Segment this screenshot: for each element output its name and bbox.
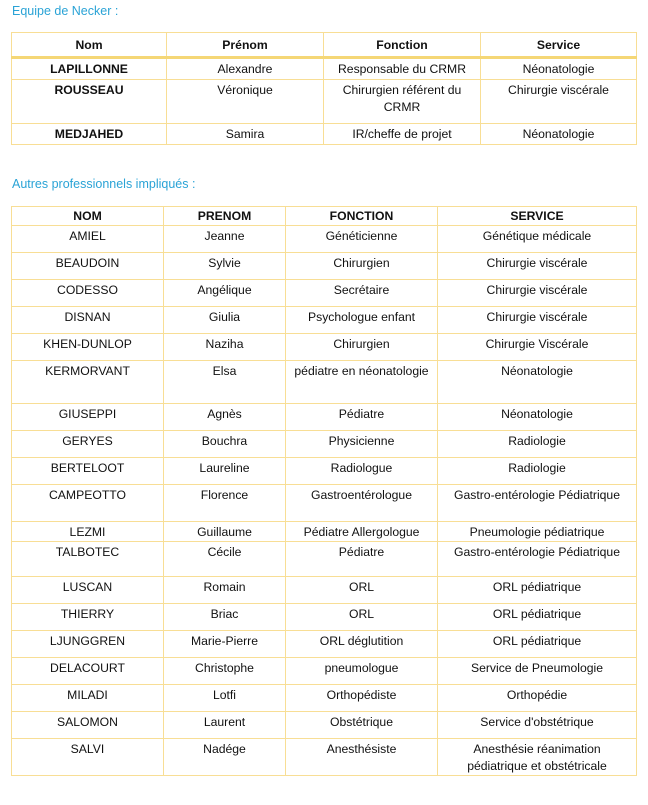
prenom-cell: Romain [164,577,286,604]
table-row [12,280,637,307]
nom-cell: LJUNGGREN [12,631,164,658]
nom-cell: THIERRY [12,604,164,631]
fonction-cell: pneumologue [286,658,438,685]
necker-team-table [11,32,637,145]
nom-cell: AMIEL [12,226,164,253]
table-row [12,485,637,522]
fonction-cell: ORL déglutition [286,631,438,658]
service-cell: Néonatologie [438,404,637,431]
service-cell: Chirurgie viscérale [438,253,637,280]
table-row [12,658,637,685]
prenom-cell: Agnès [164,404,286,431]
prenom-cell: Marie-Pierre [164,631,286,658]
prenom-cell: Guillaume [164,522,286,542]
prenom-cell: Elsa [164,361,286,404]
fonction-cell: Physicienne [286,431,438,458]
nom-cell: LEZMI [12,522,164,542]
table-row [12,361,637,404]
service-cell: Génétique médicale [438,226,637,253]
table-row [12,226,637,253]
fonction-cell: Orthopédiste [286,685,438,712]
table-row [12,522,637,542]
column-header-prenom: Prénom [167,33,324,58]
prenom-cell: Bouchra [164,431,286,458]
fonction-cell: pédiatre en néonatologie [286,361,438,404]
column-header-fonction: Fonction [324,33,481,58]
table-row [12,712,637,739]
nom-cell: KHEN-DUNLOP [12,334,164,361]
prenom-cell: Samira [167,124,324,145]
service-cell: Néonatologie [481,124,637,145]
table-row [12,458,637,485]
column-header-service: SERVICE [438,207,637,226]
fonction-cell: Responsable du CRMR [324,58,481,80]
table-row [12,80,637,124]
table-row [12,124,637,145]
service-cell: ORL pédiatrique [438,631,637,658]
table-header-row [12,207,637,226]
fonction-cell: ORL [286,604,438,631]
column-header-prenom: PRENOM [164,207,286,226]
service-cell: Anesthésie réanimation pédiatrique et obstétricale [438,739,637,776]
prenom-cell: Angélique [164,280,286,307]
prenom-cell: Jeanne [164,226,286,253]
prenom-cell: Cécile [164,542,286,577]
fonction-cell: Chirurgien référent du CRMR [324,80,481,124]
service-cell: Néonatologie [438,361,637,404]
service-cell: Néonatologie [481,58,637,80]
section-heading-necker: Equipe de Necker : [12,4,119,18]
other-professionals-table [11,206,637,776]
table-row [12,58,637,80]
prenom-cell: Alexandre [167,58,324,80]
prenom-cell: Lotfi [164,685,286,712]
service-cell: ORL pédiatrique [438,604,637,631]
prenom-cell: Sylvie [164,253,286,280]
service-cell: Gastro-entérologie Pédiatrique [438,485,637,522]
fonction-cell: Obstétrique [286,712,438,739]
table-row [12,542,637,577]
fonction-cell: Pédiatre [286,404,438,431]
fonction-cell: Secrétaire [286,280,438,307]
fonction-cell: Anesthésiste [286,739,438,776]
nom-cell: TALBOTEC [12,542,164,577]
prenom-cell: Laureline [164,458,286,485]
nom-cell: CODESSO [12,280,164,307]
fonction-cell: Pédiatre Allergologue [286,522,438,542]
column-header-fonction: FONCTION [286,207,438,226]
service-cell: Chirurgie viscérale [481,80,637,124]
prenom-cell: Nadége [164,739,286,776]
column-header-nom: NOM [12,207,164,226]
nom-cell: GIUSEPPI [12,404,164,431]
service-cell: Service de Pneumologie [438,658,637,685]
prenom-cell: Laurent [164,712,286,739]
fonction-cell: IR/cheffe de projet [324,124,481,145]
fonction-cell: Chirurgien [286,253,438,280]
fonction-cell: Radiologue [286,458,438,485]
fonction-cell: ORL [286,577,438,604]
column-header-service: Service [481,33,637,58]
nom-cell: SALVI [12,739,164,776]
table-row [12,253,637,280]
service-cell: Service d'obstétrique [438,712,637,739]
fonction-cell: Généticienne [286,226,438,253]
service-cell: Chirurgie viscérale [438,307,637,334]
nom-cell: KERMORVANT [12,361,164,404]
table-header-row [12,33,637,58]
nom-cell: DELACOURT [12,658,164,685]
prenom-cell: Christophe [164,658,286,685]
table-row [12,631,637,658]
prenom-cell: Florence [164,485,286,522]
fonction-cell: Chirurgien [286,334,438,361]
nom-cell: DISNAN [12,307,164,334]
nom-cell: BERTELOOT [12,458,164,485]
table-row [12,604,637,631]
prenom-cell: Naziha [164,334,286,361]
table-row [12,404,637,431]
table-row [12,334,637,361]
nom-cell: LUSCAN [12,577,164,604]
fonction-cell: Pédiatre [286,542,438,577]
table-row [12,431,637,458]
table-row [12,577,637,604]
fonction-cell: Psychologue enfant [286,307,438,334]
section-heading-autres: Autres professionnels impliqués : [12,177,196,191]
service-cell: Chirurgie Viscérale [438,334,637,361]
service-cell: Pneumologie pédiatrique [438,522,637,542]
prenom-cell: Giulia [164,307,286,334]
nom-cell: LAPILLONNE [12,58,167,80]
nom-cell: MEDJAHED [12,124,167,145]
service-cell: Chirurgie viscérale [438,280,637,307]
nom-cell: ROUSSEAU [12,80,167,124]
service-cell: Gastro-entérologie Pédiatrique [438,542,637,577]
fonction-cell: Gastroentérologue [286,485,438,522]
nom-cell: CAMPEOTTO [12,485,164,522]
table-row [12,307,637,334]
table-row [12,685,637,712]
column-header-nom: Nom [12,33,167,58]
service-cell: Radiologie [438,431,637,458]
nom-cell: SALOMON [12,712,164,739]
nom-cell: MILADI [12,685,164,712]
nom-cell: GERYES [12,431,164,458]
service-cell: Orthopédie [438,685,637,712]
service-cell: ORL pédiatrique [438,577,637,604]
prenom-cell: Briac [164,604,286,631]
table-row [12,739,637,776]
prenom-cell: Véronique [167,80,324,124]
nom-cell: BEAUDOIN [12,253,164,280]
service-cell: Radiologie [438,458,637,485]
